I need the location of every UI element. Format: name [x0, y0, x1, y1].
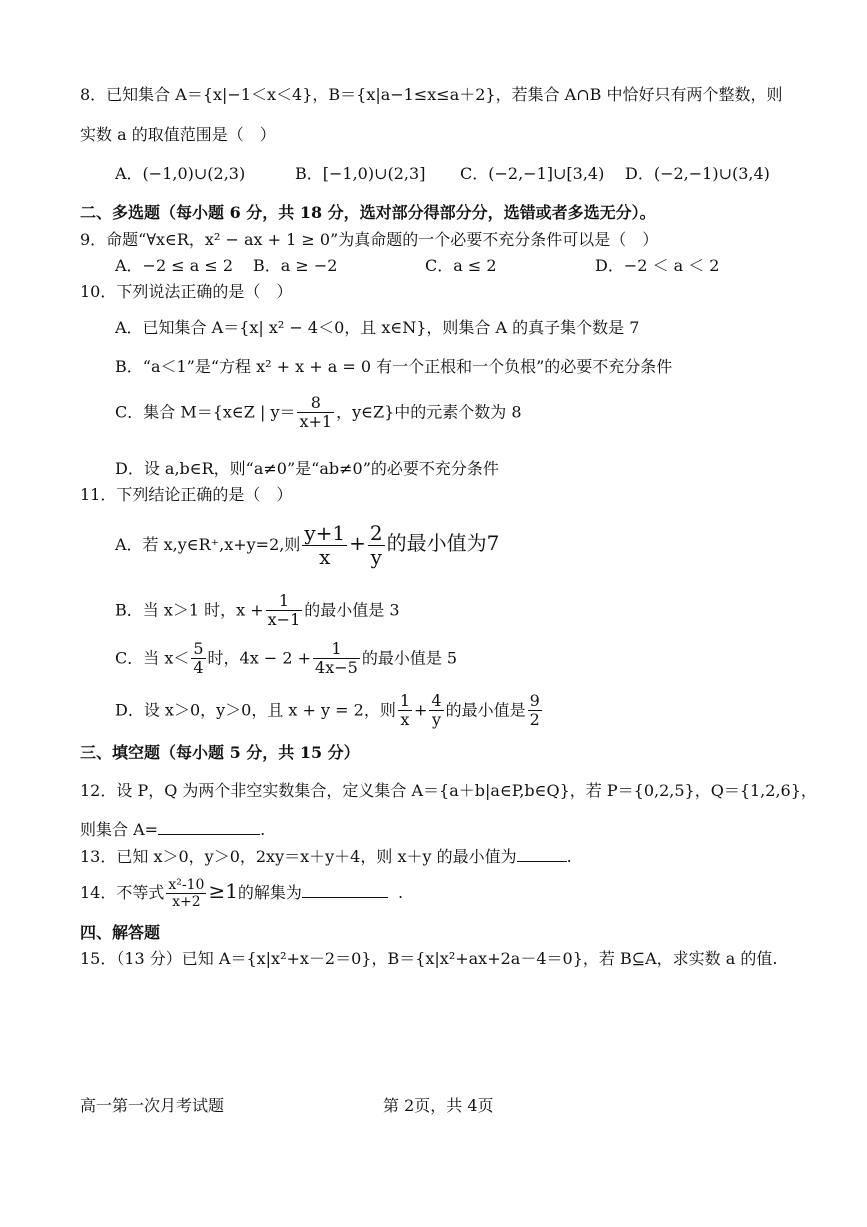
- q14-fraction: [166, 877, 206, 910]
- q11-d-frac2: [429, 692, 443, 730]
- q10-c-numerator: 8: [297, 394, 334, 413]
- q11-d-num3: 9: [529, 691, 540, 710]
- q11-stem: 11．下列结论正确的是（ ）: [80, 485, 293, 504]
- q12-line2: [80, 818, 265, 841]
- q11-a-num1: y+1: [304, 521, 346, 545]
- q12-suffix: .: [260, 820, 266, 839]
- q14-suffix: .: [397, 883, 404, 903]
- section-fill-in-heading: 三、填空题（每小题 5 分，共 15 分）: [80, 743, 360, 762]
- q14-prefix: 14．不等式: [80, 883, 165, 903]
- section-solution-heading: 四、解答题: [80, 923, 161, 942]
- q11-d-num2: 4: [431, 691, 442, 710]
- q11-b-num: 1: [266, 592, 303, 611]
- q11-d-middle: 的最小值是: [445, 700, 526, 720]
- q10-c-suffix: ，y∈Z}中的元素个数为 8: [336, 402, 522, 422]
- q11-c-frac1: [191, 640, 205, 678]
- q11-d-frac1: [398, 692, 412, 730]
- q13-line: [80, 845, 572, 868]
- section-multiple-choice-heading: 二、多选题（每小题 6 分，共 18 分，选对部分得部分分，选错或者多选无分）。: [80, 203, 656, 222]
- q11-a-den2: y: [370, 545, 382, 569]
- q8-line1: 8．已知集合 A＝{x|−1＜x＜4}，B＝{x|a−1≤x≤a＋2}，若集合 A∩B 中恰好只有两个整数，则: [80, 85, 783, 104]
- q11-b-frac: [266, 592, 303, 630]
- q10-option-a: A．已知集合 A＝{x| x² − 4＜0，且 x∈N}，则集合 A 的真子集个数是 7: [115, 318, 640, 337]
- q11-c-middle: 时，4x − 2 +: [207, 648, 312, 668]
- q8-option-a: A．(−1,0)∪(2,3): [115, 164, 246, 183]
- q13-answer-blank[interactable]: [517, 845, 567, 862]
- q11-d-frac3: [528, 692, 542, 730]
- footer-page-number: 第 2页，共 4页: [383, 1096, 494, 1115]
- q9-stem: 9．命题“∀x∈R，x² − ax + 1 ≥ 0”为真命题的一个必要不充分条件可以是（ ）: [80, 230, 659, 249]
- q14-numerator: x²-10: [168, 877, 205, 893]
- q8-option-b: B．[−1,0)∪(2,3]: [295, 164, 426, 183]
- q11-d-den3: 2: [529, 710, 540, 730]
- q11-a-prefix: A．若 x,y∈R⁺,x+y=2,则: [115, 535, 301, 554]
- q11-c-den2: 4x−5: [315, 658, 358, 678]
- q10-c-denominator: x+1: [299, 412, 333, 432]
- q11-d-den2: y: [431, 710, 442, 730]
- q11-d-num1: 1: [399, 691, 411, 710]
- q11-a-suffix: 的最小值为7: [386, 531, 500, 555]
- q8-option-d: D．(−2,−1)∪(3,4): [625, 164, 770, 183]
- q12-line1: 12．设 P，Q 为两个非空实数集合，定义集合 A＝{a＋b|a∈P,b∈Q}，若 P＝{0,2,5}，Q＝{1,2,6}，: [80, 781, 817, 800]
- q11-a-num2: 2: [369, 521, 383, 545]
- q8-option-c: C．(−2,−1]∪[3,4): [460, 164, 605, 183]
- q11-b-suffix: 的最小值是 3: [304, 600, 400, 620]
- q10-option-b: B．“a＜1”是“方程 x² + x + a = 0 有一个正根和一个负根”的必要不充分条件: [115, 357, 673, 376]
- q9-option-a: A．−2 ≤ a ≤ 2: [115, 256, 234, 275]
- q11-c-num1: 5: [193, 639, 204, 658]
- q11-a-frac1: [302, 522, 347, 569]
- q14-line: [80, 877, 403, 910]
- q10-stem: 10．下列说法正确的是（ ）: [80, 282, 293, 301]
- q15-line: 15．（13 分）已知 A＝{x|x²+x－2＝0}，B＝{x|x²+ax+2a－4＝0}，若 B⊆A，求实数 a 的值.: [80, 949, 778, 968]
- q11-c-suffix: 的最小值是 5: [361, 648, 458, 668]
- q11-b-prefix: B．当 x＞1 时，x +: [115, 600, 264, 620]
- q11-a-frac2: [368, 522, 385, 569]
- q9-option-c: C．a ≤ 2: [425, 256, 497, 275]
- q10-c-fraction: [297, 394, 334, 432]
- q11-c-num2: 1: [313, 640, 360, 659]
- q12-answer-blank[interactable]: [158, 818, 260, 835]
- q11-option-a: [115, 522, 499, 569]
- q11-c-prefix: C．当 x＜: [115, 648, 190, 668]
- q8-line2: 实数 a 的取值范围是（ ）: [80, 125, 276, 144]
- q10-option-d: D．设 a,b∈R，则“a≠0”是“ab≠0”的必要不充分条件: [115, 459, 499, 478]
- q11-option-d: [115, 692, 544, 730]
- q10-option-c: [115, 394, 522, 432]
- q14-denominator: x+2: [172, 894, 201, 911]
- q11-a-plus: +: [349, 531, 366, 555]
- q11-a-den1: x: [319, 545, 331, 569]
- q11-option-c: [115, 640, 457, 678]
- q11-d-plus: +: [414, 700, 428, 720]
- q10-c-prefix: C．集合 M＝{x∈Z | y＝: [115, 402, 296, 422]
- q14-answer-blank[interactable]: [302, 881, 388, 898]
- q11-option-b: [115, 592, 400, 630]
- q11-d-prefix: D．设 x＞0，y＞0，且 x + y = 2，则: [115, 700, 396, 720]
- q14-inequality: ≥1: [208, 879, 238, 904]
- q12-prefix: 则集合 A=: [80, 820, 159, 839]
- q11-c-frac2: [313, 640, 360, 678]
- q9-option-d: D．−2 ＜ a ＜ 2: [595, 256, 720, 275]
- q11-d-den1: x: [400, 710, 410, 730]
- q11-c-den1: 4: [193, 658, 204, 678]
- q14-middle: 的解集为: [237, 883, 302, 903]
- q9-option-b: B．a ≥ −2: [253, 256, 338, 275]
- q11-b-den: x−1: [267, 610, 301, 630]
- footer-exam-title: 高一第一次月考试题: [80, 1096, 225, 1115]
- q13-suffix: .: [566, 847, 572, 866]
- q13-prefix: 13．已知 x＞0，y＞0，2xy＝x＋y＋4，则 x＋y 的最小值为: [80, 847, 517, 866]
